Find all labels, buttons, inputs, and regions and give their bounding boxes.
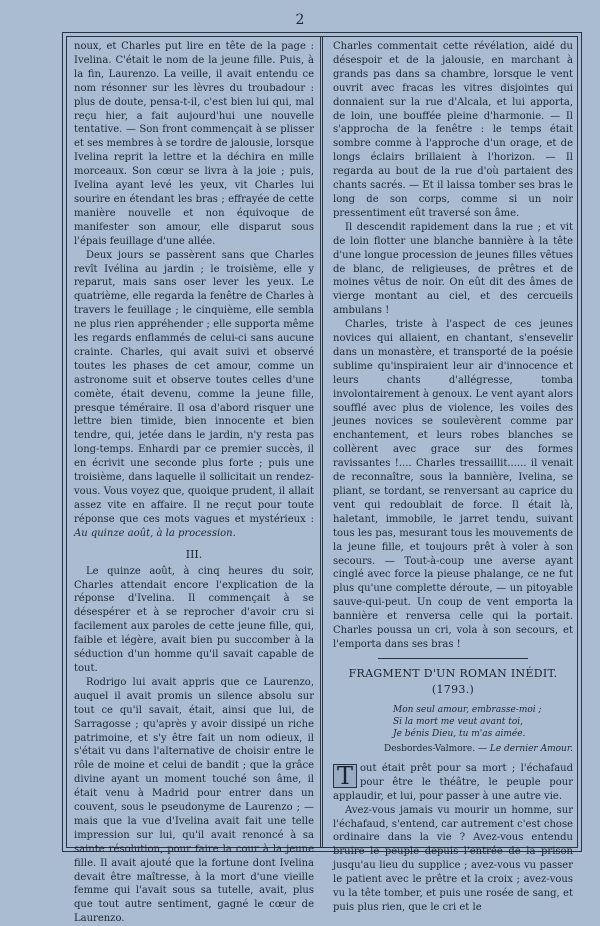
dropcap-letter: T <box>333 764 357 788</box>
epigraph-verse-2: Si la mort me veut avant toi, <box>393 716 524 727</box>
left-paragraph-2 <box>74 249 314 541</box>
reply-quote: Au quinze août, à la procession. <box>74 527 236 539</box>
left-paragraph-4: Rodrigo lui avait appris que ce Laurenzo, auquel il avait promis un silence absolu sur tout ce qu'il savait, était, ainsi que lui, de Sarragosse ; qu'après y avoir dissipé un riche patrimoine, et s'y être fait un nom odieux, il s'était vu dans l'alternative de choisir entre le rôle de moine et celui de bandit ; que la grâce divine ayant un moment touché son âme, il était venu à Madrid pour entrer dans un couvent, sous le pseudonyme de Laurenzo ; — mais que la vue d'Ivelina avait fait une telle impression sur lui, qu'il avait renoncé à sa sainte résolution, pour faire la cour à la jeune fille. Il avait ajouté que la fortune dont Ivelina devait être maîtresse, à la mort d'une vieille femme qui l'avait sous sa tutelle, avait, plus que tout autre sentiment, gagné le cœur de Laurenzo. <box>74 676 314 925</box>
right-column <box>333 40 573 915</box>
right-paragraph-2: Il descendit rapidement dans la rue ; et vit de loin flotter une blanche bannière à la tête d'une longue procession de jeunes filles vêtues de blanc, de religieuses, de prêtres et de moines vêtus de noir. On eût dit des âmes de vierge montant au ciel, et des cercueils ambulans ! <box>333 221 573 317</box>
right-paragraph-1: Charles commentait cette révélation, aidé du désespoir et de la jalousie, en marchant à grands pas dans sa chambre, lorsque le vent ouvrit avec fracas les vitres disjointes qui donnaient sur la rue d'Alcala, et lui apporta, de loin, une bouffée pleine d'harmonie. — Il s'approcha de la fenêtre : le temps était sombre comme à l'approche d'un orage, et de longs éclairs brillaient à l'horizon. — Il regarda au bout de la rue d'où partaient des chants sacrés. — Et il laissa tomber ses bras le long de son corps, comme si un noir pressentiment eût traversé son âme. <box>333 41 573 219</box>
left-paragraph-1: noux, et Charles put lire en tête de la page : Ivelina. C'était le nom de la jeune fille. Puis, à la fin, Laurenzo. La veille, il avait entendu ce nom résonner sur les lèvres du troubadour : plus de doute, pensa-t-il, c'est bien lui qui, mal reçu hier, a fait aujourd'hui une nouvelle tentative. — Son front commençait à se plisser et ses membres à se tordre de jalousie, lorsque Ivelina reprit la lettre et la déchira en mille morceaux. Son cœur se livra à la joie ; puis, Ivelina ayant levé les yeux, vit Charles lui sourire en étendant les bras ; effrayée de cette manière nouvelle et non équivoque de manifester son amour, elle disparut sous l'épais feuillage d'une allée. <box>74 41 314 247</box>
fragment-paragraph-1 <box>333 762 573 804</box>
fragment-paragraph-2: Avez-vous jamais vu mourir un homme, sur l'échafaud, s'entend, car autrement c'est chose ordinaire dans la vie ? Avez-vous entendu bruire le peuple depuis l'entrée de la prison jusqu'au lieu du supplice ; avez-vous vu passer le patient avec le prêtre et la croix ; avez-vous vu la tête tomber, et puis une rosée de sang, et puis plus rien, que le cri et le <box>333 804 573 913</box>
page-number: 2 <box>295 12 305 28</box>
epigraph-verse-1: Mon seul amour, embrasse-moi ; <box>393 704 542 715</box>
left-paragraph-3: Le quinze août, à cinq heures du soir, Charles attendait encore l'explication de la réponse d'Ivelina. Il commençait à se désespérer et à se reprocher d'avoir cru si facilement aux paroles de cette jeune fille, qui, faible et légère, avait bien pu succomber à la séduction d'un homme qu'il savait capable de tout. <box>74 565 314 674</box>
fragment-paragraph-1-text: out était prêt pour sa mort ; l'échafaud pour être le théâtre, le peuple pour applaudir, et lui, pour passer à une autre vie. <box>333 762 573 802</box>
attribution-work: Le dernier Amour. <box>489 743 573 754</box>
attribution-author: Desbordes-Valmore. <box>384 743 476 754</box>
ornamental-rule <box>378 658 528 660</box>
column-divider <box>320 36 323 848</box>
epigraph-attribution: Desbordes-Valmore. — Le dernier Amour. <box>384 743 573 754</box>
epigraph-verse-3: Je bénis Dieu, tu m'as aimée. <box>393 728 526 739</box>
left-paragraph-2-text: Deux jours se passèrent sans que Charles revît Ivélina au jardin ; le troisième, elle y reparut, mais sans oser lever les yeux. Le quatrième, elle regarda la fenêtre de Charles à travers le feuillage ; le cinquième, elle sembla ne plus rien appréhender ; elle supporta même les regards enflammés de celui-ci sans aucune crainte. Charles, qui avait suivi et observé toutes les phases de cet amour, comme un astronome suit et observe toutes celles d'une comète, était devenu, comme la jeune fille, presque téméraire. Il osa d'abord risquer une lettre bien timide, bien innocente et bien tendre, qui, jetée dans le jardin, n'y resta pas long-temps. Enhardi par ce premier succès, il en écrivit une seconde plus forte ; puis une troisième, dans laquelle il sollicitait un rendez-vous. Vous voyez que, quoique prudent, il allait assez vite en affaire. Il ne reçut pour toute réponse que ces mots vagues et mystérieux : <box>74 249 314 525</box>
left-column <box>74 40 314 926</box>
section-heading-iii: III. <box>185 547 203 561</box>
fragment-title: FRAGMENT D'UN ROMAN INÉDIT. (1793.) <box>348 666 558 696</box>
right-paragraph-3: Charles, triste à l'aspect de ces jeunes novices qui allaient, en chantant, s'ensevelir dans un monastère, et transporté de la poésie sublime qu'inspiraient leur air d'innocence et leurs chants d'allégresse, tomba involontairement à genoux. Le vent ayant alors soufflé avec plus de violence, les voiles des jeunes novices se soulevèrent comme par enchantement, et leurs robes blanches se collèrent avec grace sur des formes ravissantes !.... Charles tressaillit...... il venait de reconnaître, sous la bannière, Ivelina, se pliant, se tordant, se renversant au caprice du vent qui redoublait de force. Il était là, haletant, immobile, le jarret tendu, suivant tous les pas, mesurant tous les mouvements de la jeune fille, et toujours prêt à voler à son secours. — Tout-à-coup une averse ayant cinglé avec force la pieuse phalange, ce ne fut plus qu'une complette déroute, — un pitoyable sauve-qui-peut. Un coup de vent emporta la bannière et renversa celle qui la portait. Charles poussa un cri, vola à son secours, et l'emporta dans ses bras ! <box>333 319 573 650</box>
